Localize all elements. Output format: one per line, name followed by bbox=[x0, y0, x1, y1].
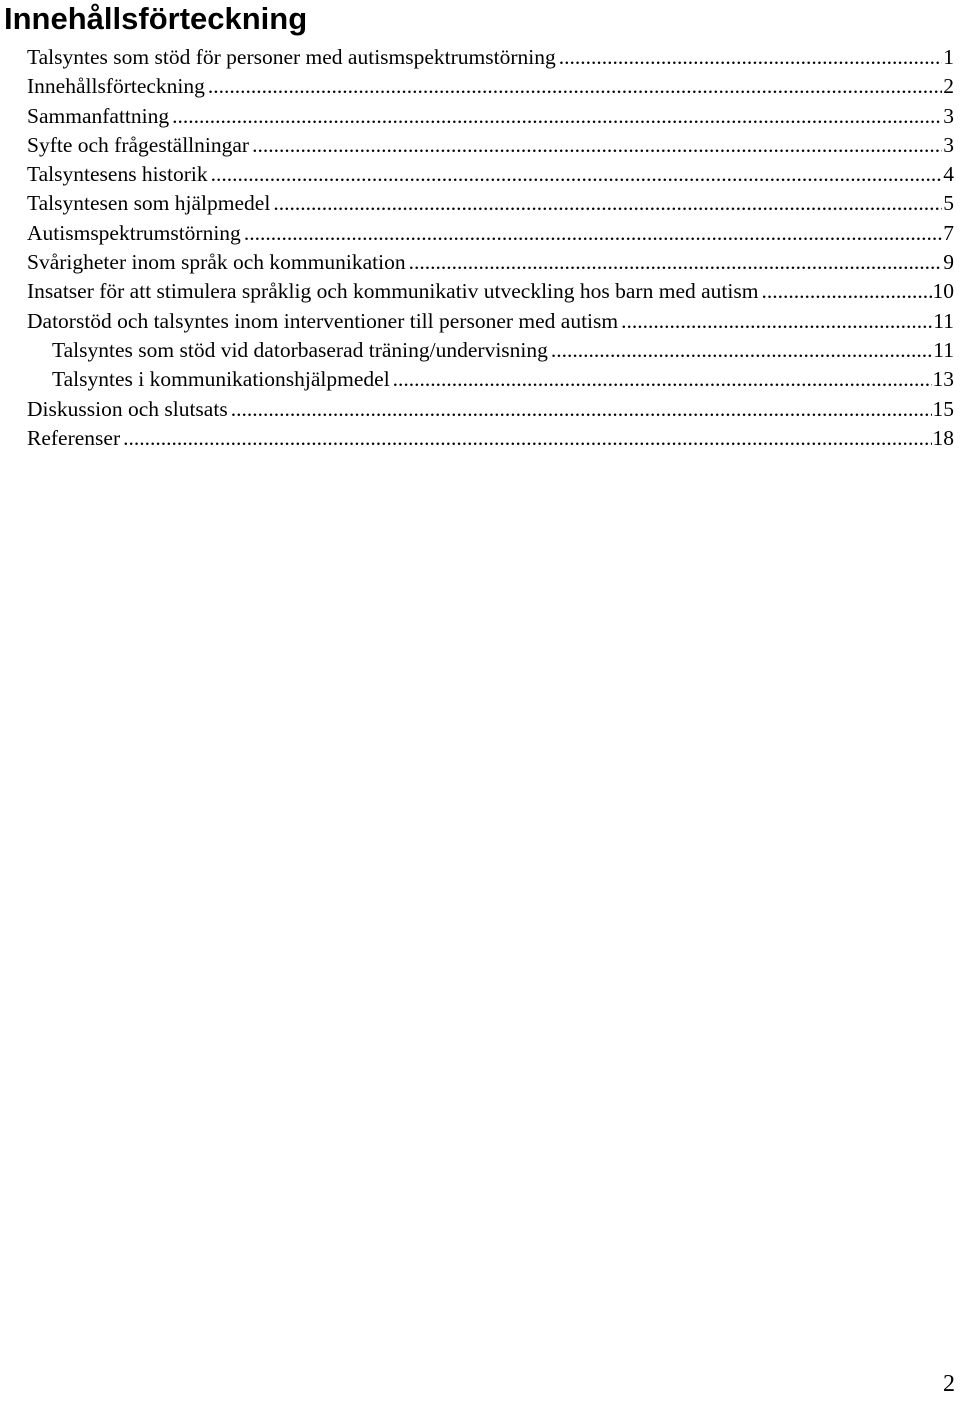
toc-entry[interactable] bbox=[0, 72, 960, 101]
toc-entry[interactable] bbox=[0, 131, 960, 160]
toc-entry-title: Talsyntesens historik bbox=[27, 162, 208, 187]
toc-entry[interactable] bbox=[0, 307, 960, 336]
toc-entry[interactable] bbox=[0, 395, 960, 424]
page-number: 2 bbox=[943, 1371, 955, 1397]
toc-entry-page: 15 bbox=[932, 396, 954, 421]
toc-leader-dots bbox=[761, 277, 931, 306]
toc-leader-dots bbox=[211, 160, 943, 189]
toc-entry[interactable] bbox=[0, 102, 960, 131]
toc-entry-page: 13 bbox=[932, 367, 954, 392]
toc-subentry[interactable] bbox=[0, 336, 960, 365]
toc-leader-dots bbox=[273, 189, 942, 218]
toc-entry-title: Autismspektrumstörning bbox=[27, 220, 241, 245]
toc-entry[interactable] bbox=[0, 219, 960, 248]
toc-list bbox=[0, 43, 960, 453]
toc-entry-title: Insatser för att stimulera språklig och kommunikativ utveckling hos barn med autism bbox=[27, 279, 759, 304]
toc-entry-page: 5 bbox=[943, 191, 954, 216]
toc-entry[interactable] bbox=[0, 424, 960, 453]
toc-entry-page: 7 bbox=[943, 220, 954, 245]
toc-entry-title: Referenser bbox=[27, 425, 121, 450]
toc-entry-page: 10 bbox=[932, 279, 954, 304]
toc-entry[interactable] bbox=[0, 277, 960, 306]
toc-subentry[interactable] bbox=[0, 365, 960, 394]
toc-entry-page: 3 bbox=[943, 103, 954, 128]
toc-entry-page: 2 bbox=[943, 74, 954, 99]
toc-entry-page: 4 bbox=[943, 162, 954, 187]
toc-entry[interactable] bbox=[0, 248, 960, 277]
toc-leader-dots bbox=[172, 102, 942, 131]
toc-leader-dots bbox=[551, 336, 932, 365]
toc-heading: Innehållsförteckning bbox=[4, 1, 308, 36]
toc-entry[interactable] bbox=[0, 189, 960, 218]
toc-entry-page: 1 bbox=[943, 45, 954, 69]
toc-entry-title: Svårigheter inom språk och kommunikation bbox=[27, 250, 406, 275]
toc-leader-dots bbox=[123, 424, 931, 453]
toc-entry-title: Talsyntesen som hjälpmedel bbox=[27, 191, 271, 216]
toc-entry-page: 18 bbox=[932, 425, 954, 450]
toc-entry-title: Talsyntes som stöd vid datorbaserad träning/undervisning bbox=[52, 337, 548, 362]
toc-leader-dots bbox=[621, 307, 932, 336]
toc-leader-dots bbox=[208, 72, 942, 101]
toc-entry-page: 3 bbox=[943, 132, 954, 157]
toc-entry[interactable] bbox=[0, 160, 960, 189]
toc-entry-title: Syfte och frågeställningar bbox=[27, 132, 250, 157]
toc-entry[interactable] bbox=[0, 43, 960, 72]
toc-entry-title: Sammanfattning bbox=[27, 103, 170, 128]
toc-leader-dots bbox=[231, 395, 932, 424]
toc-leader-dots bbox=[393, 365, 932, 394]
toc-entry-title: Talsyntes som stöd för personer med autismspektrumstörning bbox=[27, 45, 556, 69]
toc-entry-title: Diskussion och slutsats bbox=[27, 396, 228, 421]
toc-entry-page: 9 bbox=[943, 250, 954, 275]
toc-entry-title: Datorstöd och talsyntes inom interventioner till personer med autism bbox=[27, 308, 619, 333]
toc-leader-dots bbox=[559, 43, 942, 72]
toc-leader-dots bbox=[244, 219, 942, 248]
toc-leader-dots bbox=[409, 248, 943, 277]
toc-entry-page: 11 bbox=[933, 337, 954, 362]
toc-entry-title: Innehållsförteckning bbox=[27, 74, 205, 99]
toc-entry-title: Talsyntes i kommunikationshjälpmedel bbox=[52, 367, 390, 392]
toc-entry-page: 11 bbox=[933, 308, 954, 333]
toc-leader-dots bbox=[252, 131, 942, 160]
